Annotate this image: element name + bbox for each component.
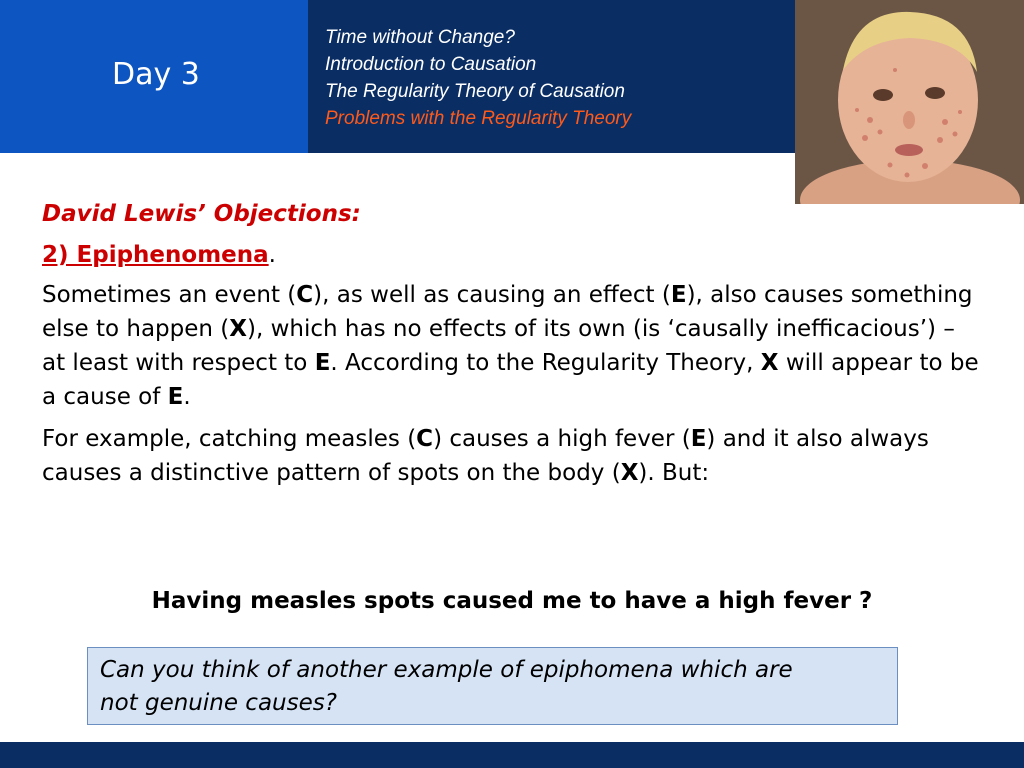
text-run: ) causes a high fever ( <box>433 426 691 452</box>
definition-paragraph <box>42 278 982 414</box>
text-run: . According to the Regularity Theory, <box>330 350 761 376</box>
bold-run: C <box>416 426 434 452</box>
callout-text: Can you think of another example of epiphomena which are not genuine causes? <box>100 657 793 716</box>
topic-item-current: Problems with the Regularity Theory <box>325 108 632 129</box>
text-run: ), also causes something else to happen ( <box>42 282 973 342</box>
example-paragraph <box>42 422 982 490</box>
bold-run: E <box>167 384 184 410</box>
bold-run: E <box>314 350 331 376</box>
topic-item: The Regularity Theory of Causation <box>325 81 625 102</box>
bold-run: E <box>670 282 687 308</box>
bold-run: X <box>229 316 248 342</box>
epiphenomena-subheading <box>42 240 982 270</box>
bold-run: X <box>620 460 639 486</box>
text-run: ) and it also always causes a distinctive pattern of spots on the body ( <box>42 426 929 486</box>
epiphenomena-link[interactable]: 2) Epiphenomena <box>42 242 269 268</box>
subheading-suffix: . <box>268 242 276 268</box>
text-run: For example, catching measles ( <box>42 426 417 452</box>
bold-run: X <box>760 350 779 376</box>
text-run: ). But: <box>638 460 710 486</box>
text-run: Sometimes an event ( <box>42 282 297 308</box>
topic-item: Introduction to Causation <box>325 54 537 75</box>
objections-heading: David Lewis’ Objections: <box>42 201 361 227</box>
text-run: ), which has no effects of its own (is ‘causally inefficacious’) – at least with respect to <box>42 316 955 376</box>
topics-list <box>325 24 631 132</box>
measles-question: Having measles spots caused me to have a high fever ? <box>151 588 873 614</box>
callout-box <box>87 647 898 725</box>
bold-run: C <box>296 282 314 308</box>
day-panel <box>0 0 308 153</box>
child-with-measles-photo <box>795 0 1024 204</box>
text-run: will appear to be a cause of <box>42 350 979 410</box>
footer-bar <box>0 742 1024 768</box>
text-run: ), as well as causing an effect ( <box>313 282 671 308</box>
photo-illustration <box>795 0 1024 204</box>
text-run: . <box>183 384 191 410</box>
slide-content <box>42 198 982 490</box>
day-label: Day 3 <box>112 57 200 92</box>
topic-item: Time without Change? <box>325 27 515 48</box>
bold-run: E <box>690 426 707 452</box>
